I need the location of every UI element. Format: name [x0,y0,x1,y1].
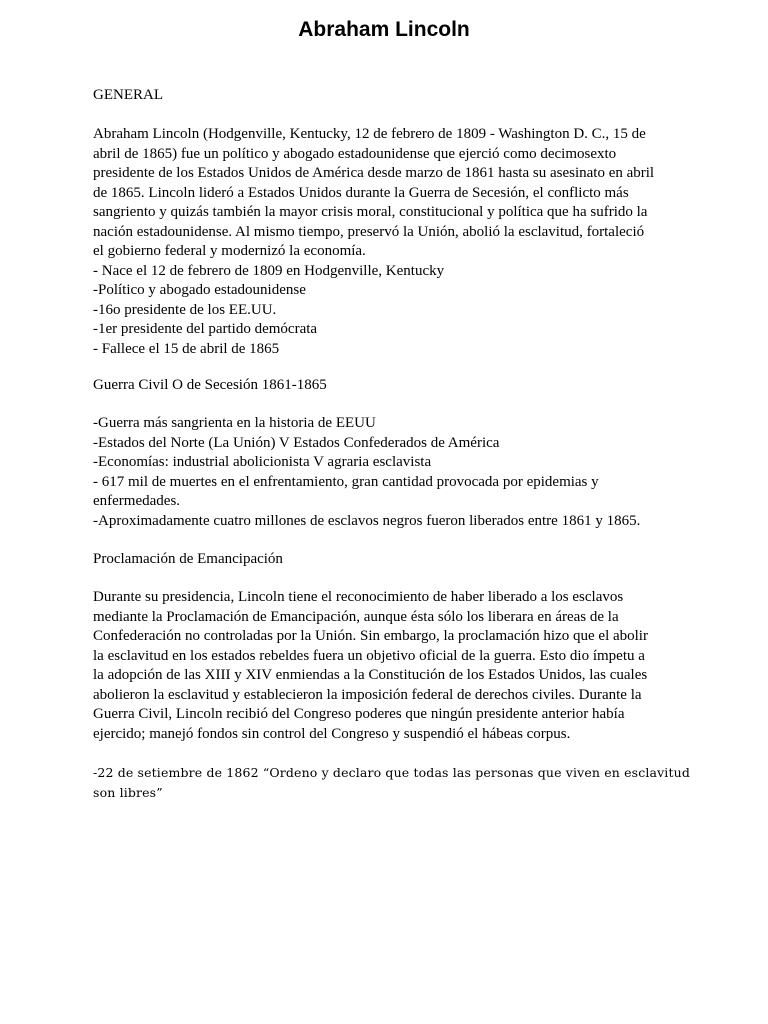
paragraph-line: nación estadounidense. Al mismo tiempo, preservó la Unión, abolió la esclavitud, fortaleció [93,223,645,240]
list-item: enfermedades. [93,493,181,509]
paragraph-line: Durante su presidencia, Lincoln tiene el reconocimiento de haber liberado a los esclavos [93,589,624,605]
list-item: - 617 mil de muertes en el enfrentamiento, gran cantidad provocada por epidemias y [93,473,599,490]
list-item: -Guerra más sangrienta en la historia de EEUU [93,415,376,431]
paragraph-line: mediante la Proclamación de Emancipación, aunque ésta sólo los liberara en áreas de la [93,608,619,625]
fact-item: -Político y abogado estadounidense [93,282,306,298]
war-list [93,414,685,531]
page-title: Abraham Lincoln [298,18,470,41]
paragraph-line: Abraham Lincoln (Hodgenville, Kentucky, 12 de febrero de 1809 - Washington D. C., 15 de [93,126,646,142]
quote-line: -22 de setiembre de 1862 “Ordeno y declaro que todas las personas que viven en esclavitud [93,765,690,780]
quote-line: son libres” [93,785,163,800]
paragraph-line: Guerra Civil, Lincoln recibió del Congreso poderes que ningún presidente anterior había [93,706,625,722]
paragraph-line: la esclavitud en los estados rebeldes fuera un objetivo oficial de la guerra. Esto dio ímpetu a [93,647,645,664]
fact-item: - Nace el 12 de febrero de 1809 en Hodgenville, Kentucky [93,262,445,279]
paragraph-line: abril de 1865) fue un político y abogado estadounidense que ejerció como decimosexto [93,145,617,162]
emancipation-paragraph [93,588,685,744]
list-item: -Aproximadamente cuatro millones de esclavos negros fueron liberados entre 1861 y 1865. [93,512,641,529]
fact-item: -16o presidente de los EE.UU. [93,301,277,318]
paragraph-line: sangriento y quizás también la mayor crisis moral, constitucional y política que ha sufrido la [93,204,648,220]
section-heading-war: Guerra Civil O de Secesión 1861-1865 [93,377,327,393]
section-heading-general: GENERAL [93,87,163,103]
paragraph-line: abolieron la esclavitud y establecieron la imposición federal de derechos civiles. Durante la [93,686,642,703]
paragraph-line: presidente de los Estados Unidos de América desde marzo de 1861 hasta su asesinato en abril [93,165,655,181]
list-item: -Economías: industrial abolicionista V agraria esclavista [93,454,432,470]
paragraph-line: de 1865. Lincoln lideró a Estados Unidos durante la Guerra de Secesión, el conflicto más [93,184,629,201]
fact-item: -1er presidente del partido demócrata [93,321,318,337]
general-paragraph [93,125,685,359]
paragraph-line: Confederación no controladas por la Unión. Sin embargo, la proclamación hizo que el abolir [93,628,648,644]
list-item: -Estados del Norte (La Unión) V Estados Confederados de América [93,434,500,451]
section-heading-emancipation: Proclamación de Emancipación [93,551,283,567]
paragraph-line: el gobierno federal y modernizó la economía. [93,243,366,259]
fact-item: - Fallece el 15 de abril de 1865 [93,340,280,357]
paragraph-line: la adopción de las XIII y XIV enmiendas a la Constitución de los Estados Unidos, las cuales [93,667,648,683]
paragraph-line: ejercido; manejó fondos sin control del Congreso y suspendió el hábeas corpus. [93,725,571,742]
proclamation-quote [93,763,693,803]
